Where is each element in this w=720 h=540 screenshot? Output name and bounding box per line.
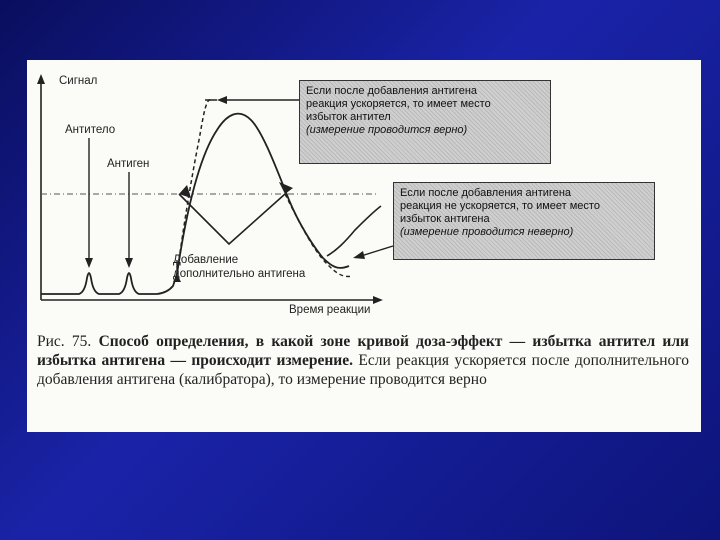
y-axis-label: Сигнал — [59, 75, 98, 87]
lower-note-line2: реакция не ускоряется, то имеет место — [400, 200, 600, 212]
excess-antigen-note — [393, 182, 655, 260]
antibody-arrowhead — [85, 258, 93, 268]
signal-baseline-curve — [41, 273, 177, 294]
upper-box-pointer-head — [217, 96, 227, 104]
upper-note-line2: реакция ускоряется, то имеет место — [306, 98, 491, 110]
addition-label-line1: Добавление — [173, 254, 239, 266]
caption-rest: Если реакция ускоряется после дополнительного добавления антигена (калибратора), то измерение проводится верно — [37, 352, 690, 388]
lower-note-line3: избыток антигена — [400, 213, 490, 225]
antigen-label: Антиген — [107, 158, 150, 170]
tail-curve-dashed — [285, 194, 353, 277]
x-axis-label: Время реакции — [289, 304, 371, 316]
x-axis-arrowhead — [373, 296, 383, 304]
y-axis-arrowhead — [37, 74, 45, 84]
upper-note-line1: Если после добавления антигена — [306, 85, 478, 97]
upper-note-line3: избыток антител — [306, 111, 391, 123]
arrow-down-right-marker — [279, 182, 293, 194]
lower-note-line1: Если после добавления антигена — [400, 187, 572, 199]
caption-bold: Способ определения, в какой зоне кривой доза-эффект — избытка антител или избытка антигена — происходит измерение. — [37, 333, 689, 369]
upper-note-line4: (измерение проводится верно) — [306, 124, 468, 136]
tail-curve-solid — [327, 206, 381, 256]
excess-antibody-note — [299, 80, 551, 164]
antibody-label: Антитело — [65, 124, 116, 136]
lower-box-pointer — [361, 246, 393, 256]
lower-box-pointer-head — [353, 251, 365, 259]
figure-panel — [27, 60, 701, 432]
addition-label-line2: дополнительно антигена — [173, 268, 306, 280]
caption-prefix: Рис. 75. — [37, 333, 92, 350]
v-lines — [179, 194, 285, 244]
figure-caption — [37, 332, 689, 389]
lower-note-line4: (измерение проводится неверно) — [400, 226, 574, 238]
antigen-arrowhead — [125, 258, 133, 268]
